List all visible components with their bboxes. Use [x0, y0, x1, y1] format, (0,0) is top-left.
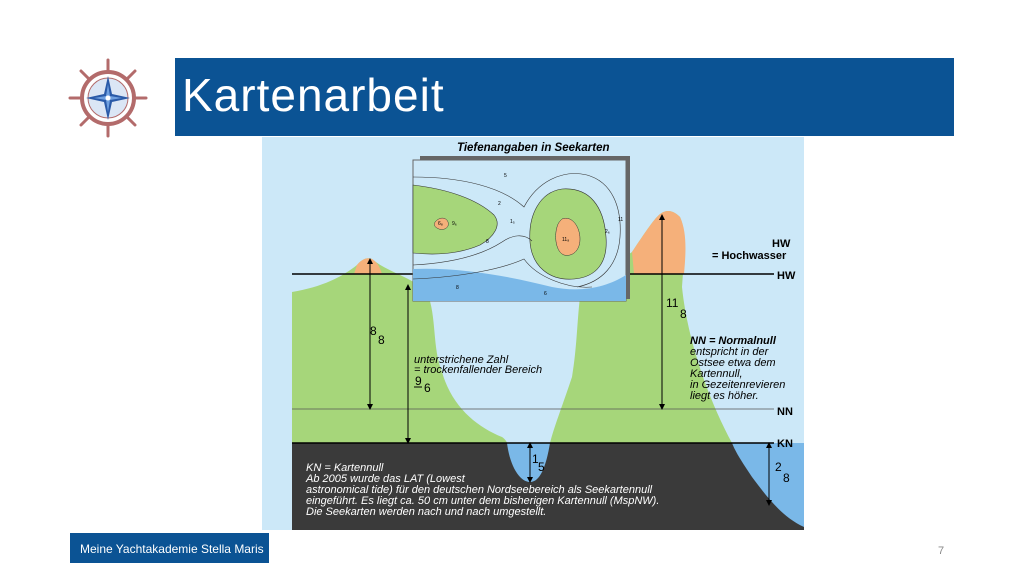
inset-contour-label: 2	[498, 201, 501, 207]
dry-note-line2: = trockenfallender Bereich	[414, 364, 543, 376]
inset-spot-left-b: 9₆	[452, 221, 457, 227]
height-left-tens: 8	[370, 324, 377, 338]
hw-label-top: HW	[772, 238, 791, 250]
depth-small-ones: 5	[538, 460, 545, 474]
page-number: 7	[938, 545, 945, 557]
nn-note-line: NN = Normalnull	[690, 335, 776, 347]
kn-note-line: KN = Kartennull	[306, 462, 384, 474]
height-left-ones: 8	[378, 333, 385, 347]
kn-note-line: Die Seekarten werden nach und nach umgestellt.	[306, 506, 547, 518]
inset-contour-label: 1₅	[510, 219, 515, 225]
nn-note-line: Ostsee etwa dem	[690, 357, 776, 369]
nn-note-line: in Gezeitenrevieren	[690, 379, 786, 391]
figure-title: Tiefenangaben in Seekarten	[457, 142, 610, 154]
hw-line-label: HW	[777, 270, 796, 282]
inset-contour-label: 11	[618, 217, 624, 223]
dry-value-tens: 9	[415, 374, 422, 388]
height-right-ones: 8	[680, 307, 687, 321]
ships-wheel-compass-logo-icon	[68, 58, 148, 138]
inset-spot-center: 11₈	[562, 237, 570, 243]
nn-note-line: Kartennull,	[690, 368, 743, 380]
kn-label: KN	[777, 438, 793, 450]
kn-note-line: Ab 2005 wurde das LAT (Lowest	[306, 473, 465, 485]
inset-contour-label: 5	[504, 173, 507, 179]
inset-contour-label: 2₆	[605, 229, 610, 235]
inset-contour-label: 6	[544, 291, 547, 297]
slide-title: Kartenarbeit	[182, 69, 445, 121]
depth-right-ones: 8	[783, 471, 790, 485]
depth-diagram	[262, 137, 804, 530]
nn-note-line: liegt es höher.	[690, 390, 759, 402]
height-right-tens: 11	[666, 296, 679, 310]
kn-note-line: eingeführt. Es liegt ca. 50 cm unter dem bisherigen Kartennull (MspNW).	[306, 495, 660, 507]
nn-label: NN	[777, 406, 793, 418]
dry-note-line1: unterstrichene Zahl	[414, 354, 509, 366]
inset-chart	[413, 156, 630, 301]
inset-spot-left-a: 6₈	[438, 221, 443, 227]
dry-value-ones: 6	[424, 381, 431, 395]
inset-contour-label: 8	[486, 239, 489, 245]
hw-description: = Hochwasser	[712, 250, 787, 262]
kn-note-line: astronomical tide) für den deutschen Nordseebereich als Seekartennull	[306, 484, 653, 496]
nn-note-line: entspricht in der	[690, 346, 769, 358]
footer-text: Meine Yachtakademie Stella Maris	[80, 542, 264, 556]
inset-contour-label: 8	[456, 285, 459, 291]
depth-right-tens: 2	[775, 460, 782, 474]
depth-small-tens: 1	[532, 452, 539, 466]
